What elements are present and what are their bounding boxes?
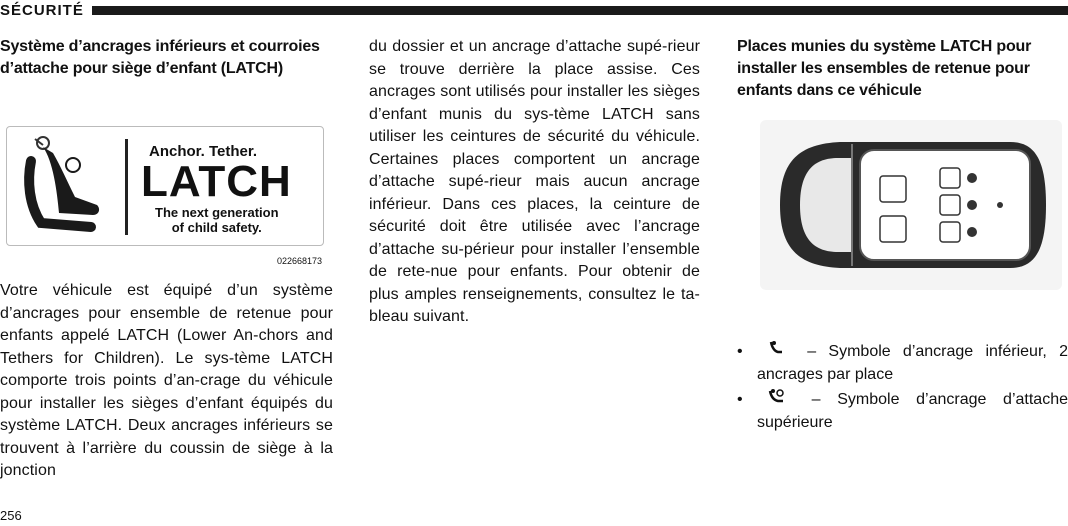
latch-continued-text: du dossier et un ancrage d’attache supé-rieur se trouve derrière la place assise. Ces ancrages sont utilisés pour installer les sièges d’enfant munis du sys-tème LATCH sans utiliser les ceintures de sécurité du véhicule. Certaines places comportent un ancrage d’attache supé-rieur mais aucun ancrage inférieur. Dans ces places, la ceinture de sécurité doit être utilisée avec l’ancrage d’attache su-périeur pour installer l’ensemble de rete-nue pour enfants. Pour obtenir de plus amples renseignements, consultez le ta-bleau suivant.: [369, 38, 700, 325]
legend-text-tether-anchor: – Symbole d’ancrage d’attache supérieure: [757, 391, 1068, 431]
vehicle-seating-diagram: [760, 120, 1062, 290]
page-number: 256: [0, 508, 22, 523]
vehicle-topview-icon: [760, 120, 1062, 290]
legend-item-lower-anchor: [737, 340, 1068, 386]
column-2: [369, 36, 700, 329]
legend-item-tether-anchor: [737, 388, 1068, 434]
legend-text-lower-anchor: – Symbole d’ancrage inférieur, 2 ancrages par place: [757, 343, 1068, 383]
section-title: SÉCURITÉ: [0, 2, 90, 19]
column-3: [737, 36, 1068, 102]
figure-code: 022668173: [276, 256, 322, 266]
latch-tagline-top: Anchor. Tether.: [149, 143, 258, 160]
column-1-body: [0, 280, 333, 483]
bullet: •: [737, 391, 743, 408]
bullet: •: [737, 343, 743, 360]
column-1: [0, 36, 333, 80]
lower-anchor-icon: [757, 340, 795, 363]
latch-tagline-line1: The next generation: [155, 205, 279, 220]
symbol-legend: [737, 340, 1068, 436]
latch-label-frame: [6, 126, 324, 246]
header-rule: [92, 6, 1068, 15]
child-seat-icon: [13, 131, 125, 243]
latch-divider: [125, 139, 128, 235]
latch-tagline-line2: of child safety.: [171, 220, 262, 235]
section-header: [0, 0, 1068, 22]
latch-tagline-bottom: [155, 205, 279, 235]
latch-positions-heading: Places munies du système LATCH pour installer les ensembles de retenue pour enfants dans ce véhicule: [737, 38, 1032, 99]
latch-logo-text: LATCH: [141, 157, 292, 206]
latch-heading: Système d’ancrages inférieurs et courroies d’attache pour siège d’enfant (LATCH): [0, 38, 320, 77]
tether-anchor-icon: [757, 388, 795, 411]
latch-label-figure: [6, 126, 326, 266]
latch-intro-text: Votre véhicule est équipé d’un système d’ancrages pour ensemble de retenue pour enfants appelé LATCH (Lower An-chors and Tethers for Children). Le sys-tème LATCH comporte trois points d’an-crage du véhicule pour installer les sièges d’enfant équipés du système LATCH. Deux ancrages inférieurs se trouvent à l’arrière du coussin de siège à la jonction: [0, 282, 333, 479]
